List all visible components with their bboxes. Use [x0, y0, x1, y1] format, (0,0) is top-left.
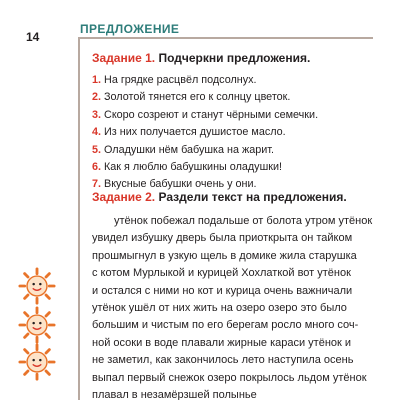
text-line: утёнок ушёл от них жить на озеро озеро это было	[92, 302, 347, 315]
sentence-number: 4.	[92, 126, 102, 139]
sentence-number: 3.	[92, 108, 102, 121]
sentence-number: 5.	[92, 143, 102, 156]
text-line: утёнок побежал подальше от болота утром утёнок	[114, 215, 373, 227]
sentence-number: 6.	[92, 161, 102, 174]
sentence-item	[92, 89, 382, 106]
margin-divider	[78, 37, 80, 400]
sentence-item	[92, 142, 382, 159]
sentence-text: Оладушки нём бабушка на жарит.	[104, 143, 274, 156]
sentence-list	[92, 72, 382, 194]
sentence-item	[92, 72, 382, 89]
sentence-item	[92, 107, 382, 124]
page-number: 14	[26, 30, 40, 44]
task1-heading	[92, 51, 310, 65]
text-line: увидел избушку дверь была приоткрыта он тайком	[92, 232, 353, 245]
text-line: ной осоки в воде плавали жирные караси утёнок и	[92, 336, 352, 349]
task1-label: Задание 1.	[92, 51, 156, 65]
text-line: и остался с ними но кот и курица очень важничали	[92, 284, 353, 297]
sentence-text: Вкусные бабушки очень у они.	[104, 178, 257, 191]
sentence-text: Золотой тянется его к солнцу цветок.	[104, 91, 291, 104]
sentence-number: 7.	[92, 178, 102, 191]
text-line: не заметил, как закончилось лето наступила осень	[92, 354, 354, 367]
text-line: плавал в незамёрзшей полынье	[92, 389, 257, 400]
sentence-number: 1.	[92, 74, 102, 86]
sentence-text: На грядке расцвёл подсолнух.	[104, 74, 257, 86]
exercise-text	[92, 213, 380, 400]
text-line: большим и чистым по его берегам росло много соч-	[92, 319, 359, 332]
sentence-item	[92, 124, 382, 141]
sun-face-icon	[18, 343, 56, 381]
text-line: прошмыгнул в узкую щель в домике жила старушка	[92, 249, 357, 262]
task1-instruction: Подчеркни предложения.	[158, 51, 311, 65]
sentence-item	[92, 159, 382, 176]
task2-instruction: Раздели текст на предложения.	[158, 190, 347, 204]
sentence-number: 2.	[92, 91, 102, 104]
sun-face-icon	[18, 306, 56, 344]
task2-label: Задание 2.	[92, 190, 156, 204]
sentence-text: Скоро созреют и станут чёрными семечки.	[104, 108, 319, 121]
text-line: выпал первый снежок озеро покрылось льдом утёнок	[92, 371, 367, 384]
sun-face-icon	[18, 267, 56, 305]
sentence-text: Из них получается душистое масло.	[104, 126, 286, 139]
sentence-text: Как я люблю бабушкины оладушки!	[104, 161, 282, 174]
section-title: ПРЕДЛОЖЕНИЕ	[80, 22, 180, 36]
task2-heading	[92, 190, 347, 204]
header-divider	[78, 37, 373, 39]
text-line: с котом Мурлыкой и курицей Хохлаткой вот утёнок	[92, 267, 351, 280]
